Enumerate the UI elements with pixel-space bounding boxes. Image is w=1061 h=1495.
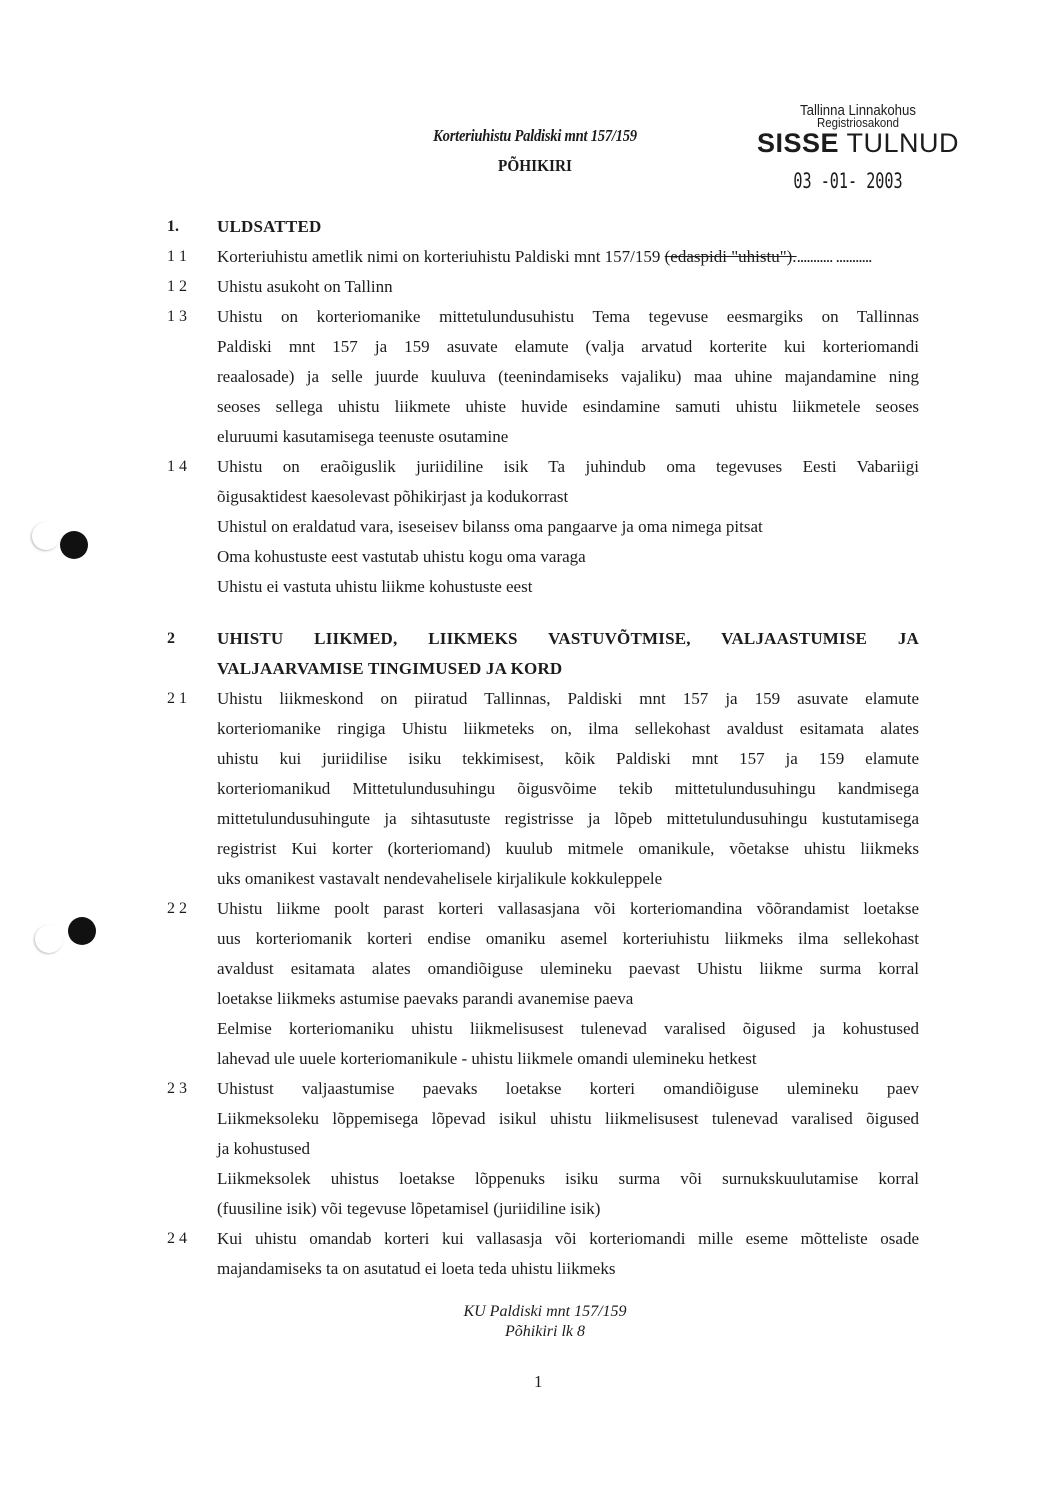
clause-line [167, 302, 919, 332]
clause-line [167, 1074, 919, 1104]
fill-dots: ........... ........... [796, 247, 872, 266]
struck-text: (edaspidi "uhistu"). [664, 247, 797, 266]
document-title: PÕHIKIRI [498, 156, 572, 175]
punch-hole [68, 917, 96, 945]
clause-text: Uhistust valjaastumise paevaks loetakse korteri omandiõiguse ulemineku paev [217, 1079, 919, 1098]
clause-text: loetakse liikmeks astumise paevaks parandi avanemise paeva [217, 989, 634, 1008]
clause-text: majandamiseks ta on asutatud ei loeta teda uhistu liikmeks [217, 1259, 616, 1278]
section-title: ULDSATTED [217, 217, 322, 236]
clause-number: 2 2 [167, 900, 187, 917]
clause-text: Uhistu liikmeskond on piiratud Tallinnas, Paldiski mnt 157 ja 159 asuvate elamute [217, 689, 919, 708]
clause-line [167, 1224, 919, 1254]
clause-text: ja kohustused [217, 1139, 311, 1158]
clause-text: seoses sellega uhistu liikmete uhiste huvide esindamine samuti uhistu liikmetele seoses [217, 397, 919, 416]
association-name: Korteriuhistu Paldiski mnt 157/159 [433, 126, 637, 145]
clause-line [167, 272, 919, 302]
stamp-court: Tallinna Linnakohus [800, 102, 916, 119]
clause-text: uks omanikest vastavalt nendevahelisele kirjalikule kokkuleppele [217, 869, 663, 888]
section-title: UHISTU LIIKMED, LIIKMEKS VASTUVÕTMISE, VALJAASTUMISE JA [217, 629, 919, 648]
received-stamp [748, 104, 968, 193]
clause-text: reaalosade) ja selle juurde kuuluva (teenindamiseks vajaliku) maa uhine majandamine ning [217, 367, 919, 386]
clause-text: eluruumi kasutamisega teenuste osutamine [217, 427, 509, 446]
clause-text: uhistu kui juriidilise isiku tekkimisest, kõik Paldiski mnt 157 ja 159 elamute [217, 749, 919, 768]
section-number: 2 [167, 630, 175, 647]
clause-line [167, 452, 919, 482]
clause-number: 2 4 [167, 1230, 187, 1247]
clause-text: Uhistul on eraldatud vara, iseseisev bilanss oma pangaarve ja oma nimega pitsat [217, 517, 763, 536]
page-number: 1 [534, 1372, 543, 1391]
clause-text: registrist Kui korter (korteriomand) kuulub mitmele omanikule, võetakse uhistu liikmeks [217, 839, 919, 858]
clause-number: 1 1 [167, 248, 187, 265]
clause-text: (fuusiline isik) või tegevuse lõpetamisel (juriidiline isik) [217, 1199, 601, 1218]
clause-number: 1 4 [167, 458, 187, 475]
document-body [167, 212, 919, 1284]
clause-text: Uhistu asukoht on Tallinn [217, 277, 393, 296]
clause-line [167, 684, 919, 714]
stamp-received-rest: TULNUD [846, 128, 960, 158]
document-header [370, 126, 700, 176]
stamp-received [748, 129, 968, 157]
clause-text: Eelmise korteriomaniku uhistu liikmelisusest tulenevad varalised õigused ja kohustused [217, 1019, 919, 1038]
footer-association: KU Paldiski mnt 157/159 [463, 1303, 627, 1320]
section-number: 1. [167, 218, 179, 235]
stamp-department: Registriosakond [816, 115, 900, 130]
clause-text: lahevad ule uuele korteriomanikule - uhistu liikmele omandi ulemineku hetkest [217, 1049, 757, 1068]
clause-text: Uhistu ei vastuta uhistu liikme kohustuste eest [217, 577, 533, 596]
clause-text: Kui uhistu omandab korteri kui vallasasja või korteriomandi mille eseme mõtteliste osade [217, 1229, 919, 1248]
stamp-date: 03 -01- 2003 [793, 169, 903, 193]
clause-text: uus korteriomanik korteri endise omaniku asemel korteriuhistu liikmeks ilma sellekohast [217, 929, 919, 948]
page-footer [380, 1302, 710, 1342]
clause-text: Uhistu on eraõiguslik juriidiline isik Ta juhindub oma tegevuses Eesti Vabariigi [217, 457, 919, 476]
clause-text: Korteriuhistu ametlik nimi on korteriuhistu Paldiski mnt 157/159 [217, 247, 665, 266]
section-heading [167, 212, 919, 242]
clause-number: 1 2 [167, 278, 187, 295]
clause-number: 2 3 [167, 1080, 187, 1097]
clause-text: Paldiski mnt 157 ja 159 asuvate elamute (valja arvatud korterite kui korteriomandi [217, 337, 919, 356]
clause-text: avaldust esitamata alates omandiõiguse ulemineku paevast Uhistu liikme surma korral [217, 959, 919, 978]
clause-text: õigusaktidest kaesolevast põhikirjast ja kodukorrast [217, 487, 569, 506]
section-heading [167, 624, 919, 654]
footer-page-ref: Põhikiri lk 8 [505, 1323, 585, 1340]
clause-text: korteriomanike ringiga Uhistu liikmeteks on, ilma sellekohast avaldust esitamata alates [217, 719, 919, 738]
punch-hole [60, 531, 88, 559]
clause-text: Liikmeksoleku lõppemisega lõpevad isikul uhistu liikmelisusest tulenevad varalised õigused [217, 1109, 919, 1128]
clause-text: Oma kohustuste eest vastutab uhistu kogu oma varaga [217, 547, 586, 566]
clause-text: Liikmeksolek uhistus loetakse lõppenuks isiku surma või surnukskuulutamise korral [217, 1169, 919, 1188]
punch-hole-shadow [32, 522, 60, 550]
clause-text: mittetulundusuhingute ja sihtasutuste registrisse ja lõpeb mittetulundusuhingu kustutamisega [217, 809, 919, 828]
stamp-received-bold: SISSE [756, 128, 839, 158]
clause-text: Uhistu liikme poolt parast korteri vallasasjana või korteriomandina võõrandamist loetakse [217, 899, 919, 918]
clause-line [167, 894, 919, 924]
clause-text: Uhistu on korteriomanike mittetulundusuhistu Tema tegevuse eesmargiks on Tallinnas [217, 307, 919, 326]
punch-hole-shadow [35, 925, 63, 953]
clause-line [167, 242, 919, 272]
clause-number: 2 1 [167, 690, 187, 707]
section-title: VALJAARVAMISE TINGIMUSED JA KORD [217, 659, 563, 678]
clause-number: 1 3 [167, 308, 187, 325]
clause-text: korteriomanikud Mittetulundusuhingu õigusvõime tekib mittetulundusuhingu kandmisega [217, 779, 919, 798]
